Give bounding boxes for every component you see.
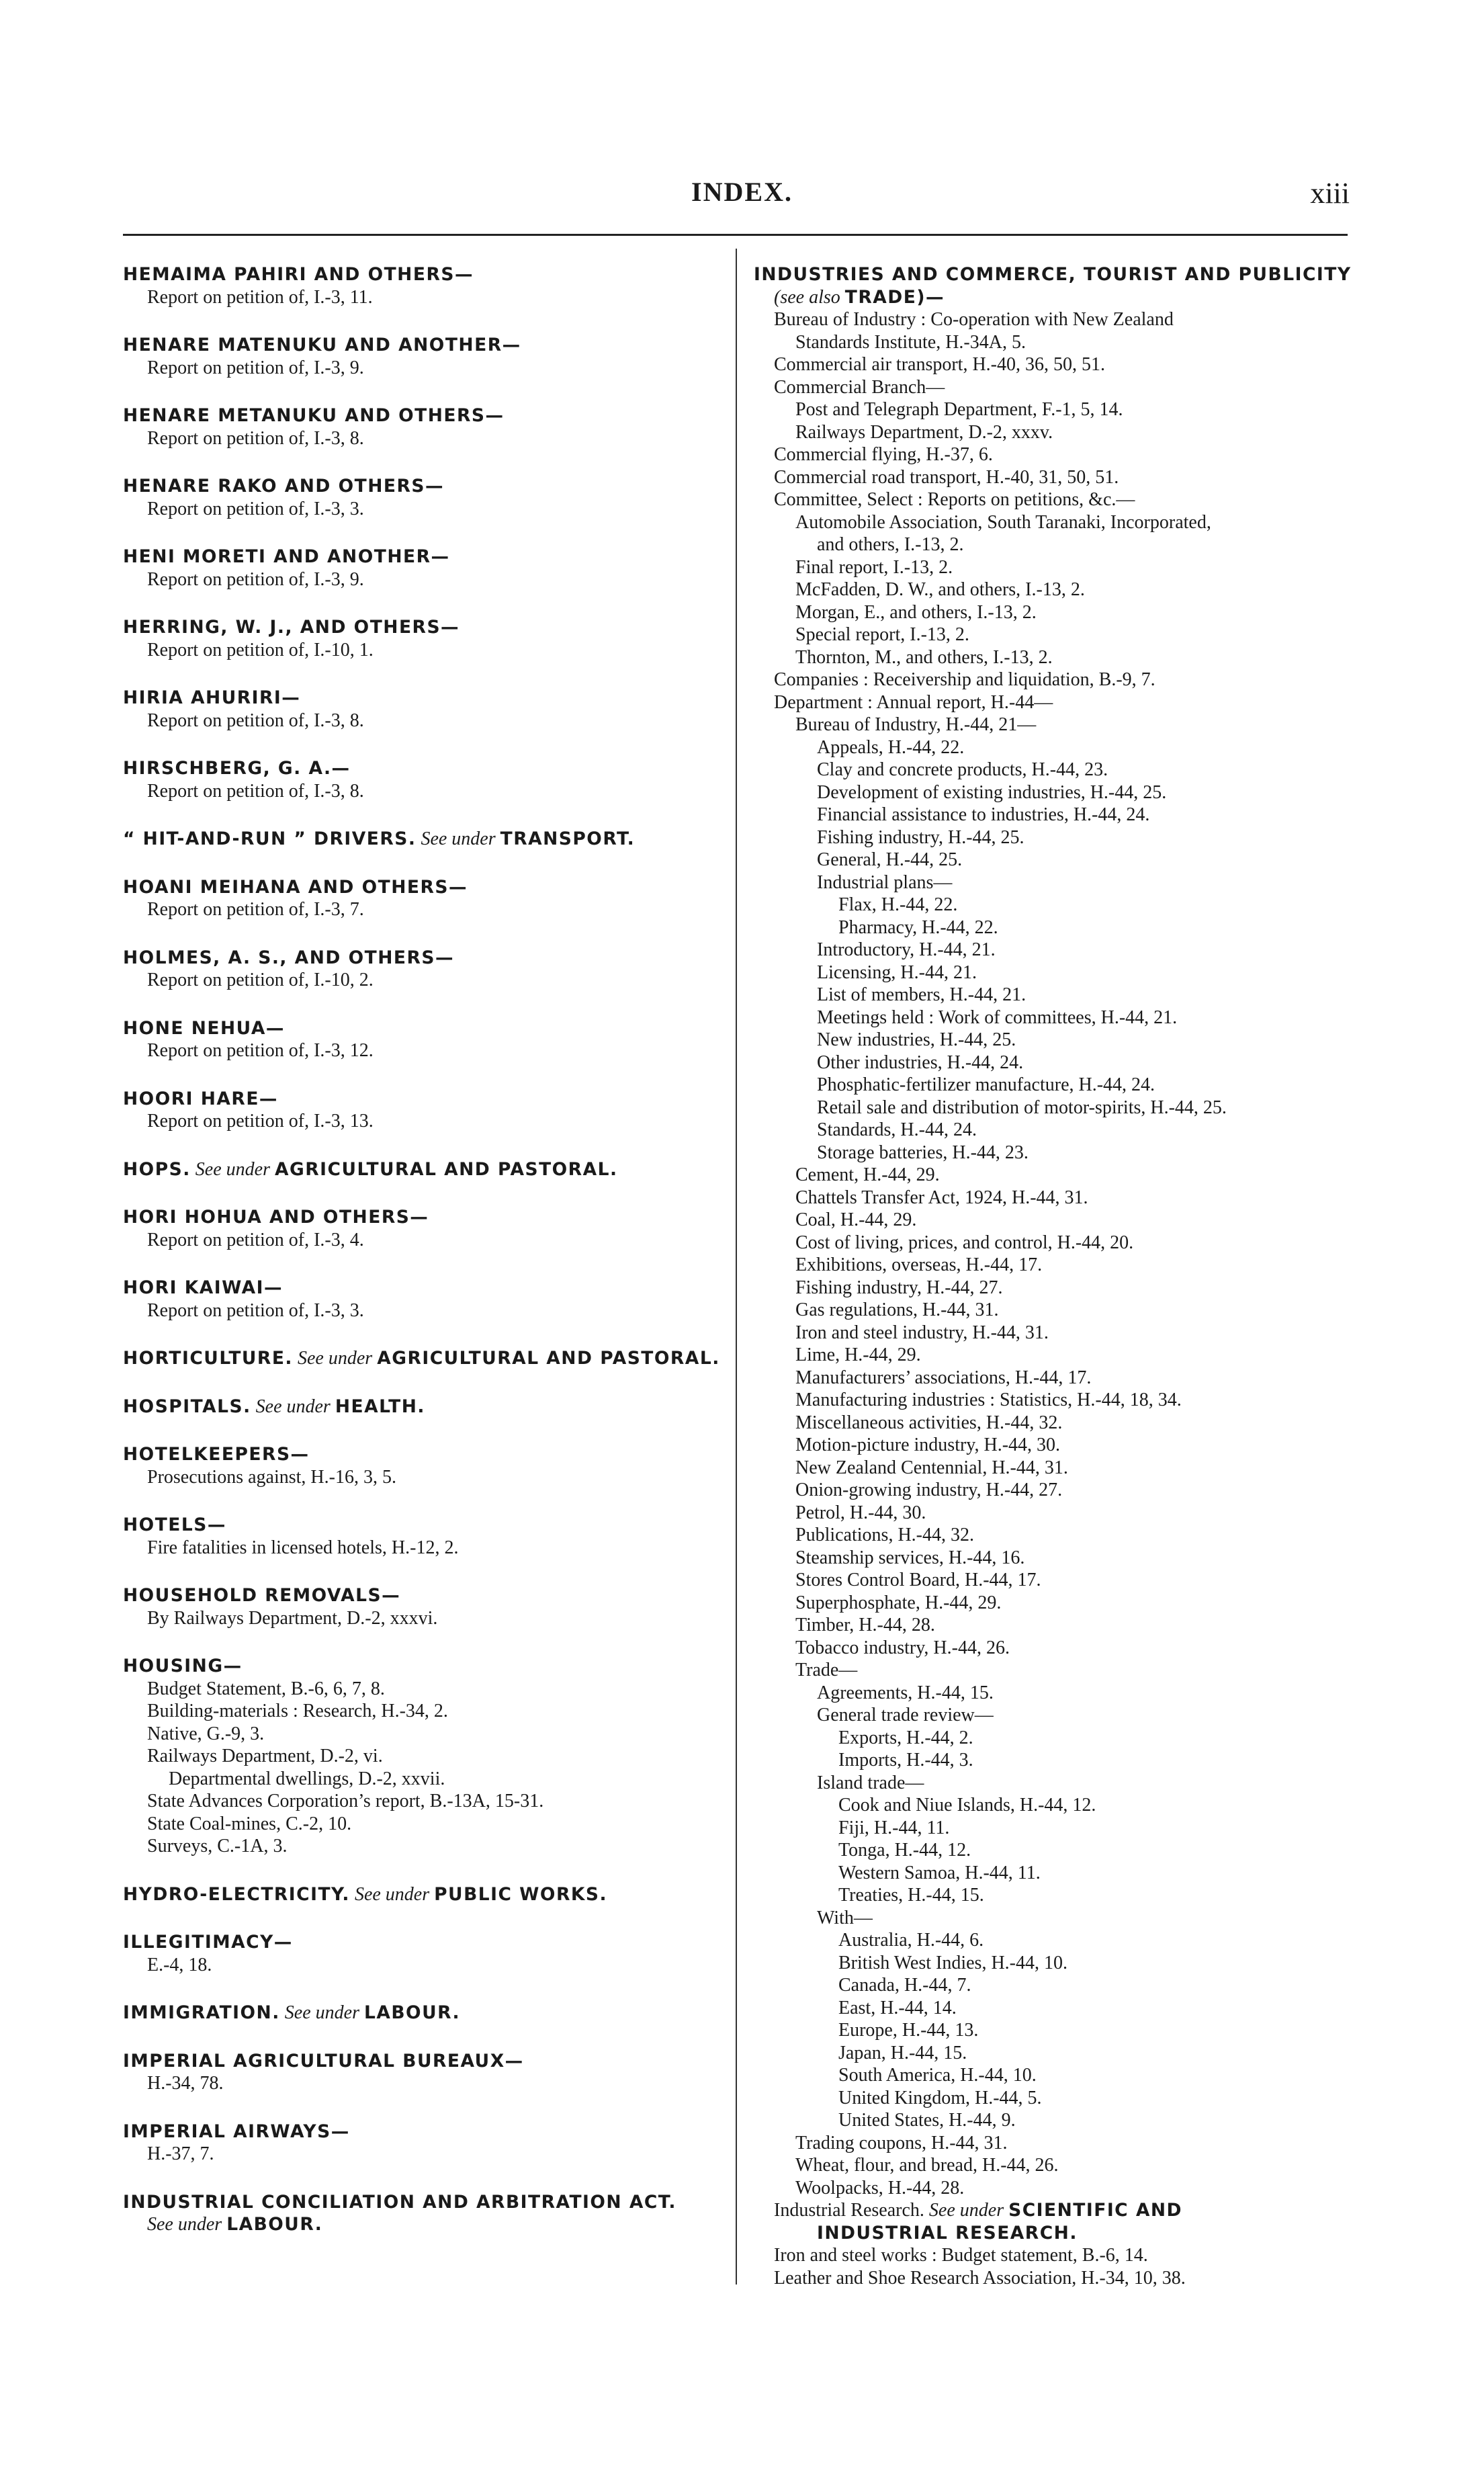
- index-entry: [123, 1883, 721, 1906]
- index-entry: [123, 1277, 721, 1322]
- industrial-research-entry: [754, 2199, 1355, 2222]
- entry-sub: With—: [817, 1907, 873, 1928]
- entry-sub: Financial assistance to industries, H.-44, 24.: [817, 804, 1150, 825]
- header-rule: [123, 234, 1348, 236]
- entry-sub: E.-4, 18.: [147, 1954, 212, 1975]
- see-under: See under: [354, 1883, 430, 1905]
- entry-sub: Iron and steel industry, H.-44, 31.: [795, 1322, 1049, 1343]
- entry-sub: General trade review—: [817, 1705, 994, 1725]
- index-entry: [123, 1206, 721, 1251]
- entry-sub: Coal, H.-44, 29.: [795, 1209, 917, 1230]
- entry-sub: Fishing industry, H.-44, 25.: [817, 826, 1024, 848]
- index-entry: [123, 2050, 721, 2095]
- entry-sub: Steamship services, H.-44, 16.: [795, 1547, 1025, 1568]
- entry-sub: Agreements, H.-44, 15.: [817, 1682, 994, 1703]
- entry-heading: HOTELKEEPERS—: [123, 1444, 310, 1465]
- entry-sub: Petrol, H.-44, 30.: [795, 1502, 926, 1523]
- entry-heading: HYDRO-ELECTRICITY.: [123, 1883, 350, 1905]
- index-entry: [123, 947, 721, 992]
- cross-reference: SCIENTIFIC AND: [1008, 2200, 1183, 2221]
- entry-sub: United States, H.-44, 9.: [838, 2110, 1016, 2131]
- index-entry: [123, 757, 721, 802]
- entry-sub: Report on petition of, I.-3, 3.: [147, 1299, 364, 1321]
- entry-sub: Thornton, M., and others, I.-13, 2.: [795, 646, 1053, 668]
- index-entry: [123, 1584, 721, 1629]
- entry-heading: HEMAIMA PAHIRI AND OTHERS—: [123, 264, 474, 285]
- entry-heading: HENARE METANUKU AND OTHERS—: [123, 405, 505, 426]
- cross-reference: PUBLIC WORKS.: [434, 1883, 608, 1905]
- entry-sub: Manufacturing industries : Statistics, H.-44, 18, 34.: [795, 1390, 1182, 1410]
- entry-sub: Japan, H.-44, 15.: [838, 2042, 967, 2063]
- entry-sub: State Advances Corporation’s report, B.-13A, 15-31.: [147, 1791, 544, 1811]
- entry-heading: HOUSEHOLD REMOVALS—: [123, 1585, 401, 1606]
- index-entry: [123, 2121, 721, 2166]
- cross-reference: LABOUR.: [363, 2002, 461, 2023]
- index-entry: [123, 1443, 721, 1488]
- entry-sub: Western Samoa, H.-44, 11.: [838, 1862, 1041, 1883]
- entry-sub: McFadden, D. W., and others, I.-13, 2.: [795, 579, 1085, 600]
- entry-sub: Imports, H.-44, 3.: [838, 1750, 973, 1770]
- entry-sub: South America, H.-44, 10.: [838, 2065, 1037, 2086]
- entry-heading: HIRSCHBERG, G. A.—: [123, 758, 351, 779]
- entry-sub: Trading coupons, H.-44, 31.: [795, 2132, 1008, 2153]
- entry-sub: Morgan, E., and others, I.-13, 2.: [795, 601, 1037, 623]
- entry-sub: Report on petition of, I.-3, 9.: [147, 568, 364, 590]
- entry-sub: H.-37, 7.: [147, 2143, 214, 2164]
- entry-sub: Gas regulations, H.-44, 31.: [795, 1299, 999, 1320]
- index-entry: [123, 1655, 721, 1858]
- entry-sub: Clay and concrete products, H.-44, 23.: [817, 759, 1108, 780]
- entry-sub: Meetings held : Work of committees, H.-44, 21.: [817, 1007, 1178, 1028]
- entry-sub: Australia, H.-44, 6.: [838, 1930, 984, 1951]
- entry-sub: and others, I.-13, 2.: [817, 534, 964, 555]
- entry-sub: Exports, H.-44, 2.: [838, 1727, 973, 1748]
- see-under: See under: [928, 2200, 1004, 2221]
- index-entry: [123, 334, 721, 379]
- cross-reference: TRANSPORT.: [500, 828, 636, 849]
- entry-sub: Automobile Association, South Taranaki, Incorporated,: [795, 511, 1211, 533]
- see-under: See under: [421, 828, 496, 849]
- entry-sub: Motion-picture industry, H.-44, 30.: [795, 1435, 1061, 1455]
- entry-sub: Prosecutions against, H.-16, 3, 5.: [147, 1466, 396, 1488]
- running-title: INDEX.: [691, 177, 793, 207]
- entry-sub: Stores Control Board, H.-44, 17.: [795, 1570, 1041, 1590]
- entry-heading: HOUSING—: [123, 1656, 243, 1676]
- entry-sub: Fiji, H.-44, 11.: [838, 1817, 950, 1838]
- entry-sub: Canada, H.-44, 7.: [838, 1975, 971, 1996]
- entry-sub: Bureau of Industry : Co-operation with New Zealand: [774, 309, 1174, 330]
- entry-sub: Europe, H.-44, 13.: [838, 2020, 979, 2041]
- entry-heading: HONE NEHUA—: [123, 1017, 285, 1039]
- entry-sub: General, H.-44, 25.: [817, 849, 963, 870]
- entry-heading: HERRING, W. J., AND OTHERS—: [123, 617, 460, 638]
- cross-reference: LABOUR.: [226, 2214, 323, 2235]
- entry-sub: Special report, I.-13, 2.: [795, 624, 969, 645]
- entry-sub: Railways Department, D.-2, vi.: [147, 1746, 383, 1766]
- entry-sub: By Railways Department, D.-2, xxxvi.: [147, 1607, 438, 1629]
- entry-sub: Introductory, H.-44, 21.: [817, 939, 996, 960]
- entry-heading: IMMIGRATION.: [123, 2002, 280, 2023]
- entry-sub: Licensing, H.-44, 21.: [817, 962, 977, 983]
- entry-sub: Other industries, H.-44, 24.: [817, 1052, 1024, 1073]
- entry-sub-list: [754, 308, 1355, 2199]
- entry-sub: New industries, H.-44, 25.: [817, 1029, 1016, 1050]
- entry-sub: Bureau of Industry, H.-44, 21—: [795, 714, 1037, 735]
- entry-sub: Commercial Branch—: [774, 376, 945, 398]
- cross-reference: TRADE)—: [844, 286, 945, 308]
- entry-sub: Railways Department, D.-2, xxxv.: [795, 421, 1053, 443]
- entry-sub: Storage batteries, H.-44, 23.: [817, 1142, 1029, 1163]
- cross-reference: AGRICULTURAL AND PASTORAL.: [274, 1158, 618, 1180]
- entry-sub: Report on petition of, I.-3, 13.: [147, 1111, 374, 1132]
- entry-sub: Treaties, H.-44, 15.: [838, 1885, 984, 1906]
- index-entry: [123, 616, 721, 661]
- entry-heading: HENARE RAKO AND OTHERS—: [123, 476, 444, 497]
- entry-sub: Surveys, C.-1A, 3.: [147, 1836, 288, 1856]
- index-entry: [123, 1514, 721, 1559]
- entry-sub: Retail sale and distribution of motor-spirits, H.-44, 25.: [817, 1097, 1227, 1118]
- entry-sub: Fire fatalities in licensed hotels, H.-12, 2.: [147, 1537, 459, 1558]
- entry-sub: Budget Statement, B.-6, 6, 7, 8.: [147, 1678, 385, 1699]
- entry-sub: Report on petition of, I.-3, 8.: [147, 427, 364, 449]
- entry-sub: Fishing industry, H.-44, 27.: [795, 1277, 1003, 1298]
- entry-heading: HENI MORETI AND ANOTHER—: [123, 546, 450, 567]
- index-entry: [123, 263, 721, 308]
- index-entry: [123, 1017, 721, 1062]
- entry-sub: Publications, H.-44, 32.: [795, 1525, 974, 1545]
- entry-sub: Cement, H.-44, 29.: [795, 1164, 940, 1185]
- entry-sub: Chattels Transfer Act, 1924, H.-44, 31.: [795, 1187, 1088, 1208]
- entry-sub: Tonga, H.-44, 12.: [838, 1840, 971, 1861]
- entry-sub: Report on petition of, I.-3, 9.: [147, 357, 364, 378]
- entry-sub: Companies : Receivership and liquidation, B.-9, 7.: [774, 669, 1155, 690]
- entry-sub: Commercial air transport, H.-40, 36, 50, 51.: [774, 354, 1106, 375]
- entry-sub: Trade—: [795, 1660, 858, 1680]
- column-divider: [736, 249, 737, 2285]
- entry-heading: INDUSTRIAL CONCILIATION AND ARBITRATION ACT.: [123, 2191, 676, 2213]
- index-entry: [123, 1088, 721, 1133]
- entry-sub: Report on petition of, I.-3, 7.: [147, 899, 364, 920]
- entry-sub: Report on petition of, I.-3, 3.: [147, 498, 364, 519]
- entry-sub: Report on petition of, I.-10, 2.: [147, 970, 374, 990]
- entry-sub: Pharmacy, H.-44, 22.: [838, 916, 998, 938]
- index-entry: [123, 1931, 721, 1976]
- index-entry: [123, 2002, 721, 2024]
- entry-heading: ILLEGITIMACY—: [123, 1932, 293, 1953]
- entry-heading: HOORI HARE—: [123, 1088, 278, 1109]
- entry-heading: HORI HOHUA AND OTHERS—: [123, 1207, 429, 1228]
- index-entry: [123, 2191, 721, 2236]
- entry-sub: Flax, H.-44, 22.: [838, 894, 958, 915]
- cross-reference: HEALTH.: [335, 1396, 425, 1417]
- see-under: See under: [195, 1158, 270, 1180]
- entry-sub: Woolpacks, H.-44, 28.: [795, 2177, 965, 2198]
- entry-sub: Standards Institute, H.-34A, 5.: [795, 331, 1026, 353]
- index-entry: [123, 1158, 721, 1181]
- entry-heading: HORI KAIWAI—: [123, 1277, 283, 1298]
- cross-reference: AGRICULTURAL AND PASTORAL.: [377, 1348, 720, 1369]
- see-also-label: (see also: [774, 286, 840, 308]
- entry-heading: HOSPITALS.: [123, 1396, 251, 1417]
- entry-heading: HOPS.: [123, 1158, 191, 1180]
- entry-sub: Island trade—: [817, 1772, 924, 1793]
- entry-heading: INDUSTRIES AND COMMERCE, TOURIST AND PUBLICITY: [754, 264, 1352, 285]
- entry-sub: Industrial plans—: [817, 871, 953, 893]
- entry-sub: Committee, Select : Reports on petitions, &c.—: [774, 489, 1135, 510]
- index-entry: [123, 546, 721, 591]
- entry-sub: Report on petition of, I.-3, 4.: [147, 1229, 364, 1250]
- entry-sub: Iron and steel works : Budget statement, B.-6, 14.: [774, 2245, 1148, 2266]
- entry-sub: Superphosphate, H.-44, 29.: [795, 1592, 1002, 1613]
- cross-reference: INDUSTRIAL RESEARCH.: [817, 2222, 1078, 2244]
- entry-heading: HIRIA AHURIRI—: [123, 687, 301, 708]
- entry-sub: Cook and Niue Islands, H.-44, 12.: [838, 1795, 1096, 1816]
- index-entry: [123, 828, 721, 851]
- entry-sub: New Zealand Centennial, H.-44, 31.: [795, 1457, 1068, 1478]
- entry-sub: Wheat, flour, and bread, H.-44, 26.: [795, 2155, 1059, 2176]
- entry-sub: Final report, I.-13, 2.: [795, 556, 953, 578]
- index-entry: [123, 687, 721, 732]
- index-entry: [123, 876, 721, 921]
- entry-sub: British West Indies, H.-44, 10.: [838, 1952, 1067, 1973]
- entry-sub: Standards, H.-44, 24.: [817, 1119, 977, 1140]
- entry-sub: H.-34, 78.: [147, 2073, 224, 2094]
- entry-heading: “ HIT-AND-RUN ” DRIVERS.: [123, 828, 417, 849]
- entry-heading: IMPERIAL AIRWAYS—: [123, 2121, 350, 2142]
- entry-sub: Report on petition of, I.-3, 12.: [147, 1040, 374, 1061]
- entry-heading: HOLMES, A. S., AND OTHERS—: [123, 947, 454, 968]
- entry-sub: Miscellaneous activities, H.-44, 32.: [795, 1412, 1063, 1433]
- entry-sub: Departmental dwellings, D.-2, xxvii.: [169, 1768, 445, 1789]
- entry-sub: Cost of living, prices, and control, H.-44, 20.: [795, 1232, 1134, 1253]
- index-entry: [123, 475, 721, 520]
- entry-sub: List of members, H.-44, 21.: [817, 984, 1027, 1005]
- entry-heading: HENARE MATENUKU AND ANOTHER—: [123, 335, 521, 355]
- entry-sub: Building-materials : Research, H.-34, 2.: [147, 1701, 448, 1721]
- index-entry: [123, 1347, 721, 1370]
- entry-sub: Commercial flying, H.-37, 6.: [774, 444, 993, 465]
- index-entry: [123, 1396, 721, 1418]
- page-number: xiii: [1310, 177, 1350, 210]
- entry-sub: Leather and Shoe Research Association, H.-34, 10, 38.: [774, 2267, 1186, 2289]
- entry-sub: Onion-growing industry, H.-44, 27.: [795, 1480, 1063, 1500]
- entry-sub: Timber, H.-44, 28.: [795, 1615, 935, 1635]
- entry-sub: Industrial Research.: [774, 2200, 924, 2221]
- entry-sub: United Kingdom, H.-44, 5.: [838, 2087, 1042, 2108]
- entry-sub: East, H.-44, 14.: [838, 1997, 957, 2018]
- entry-sub: Development of existing industries, H.-44, 25.: [817, 781, 1167, 803]
- entry-sub: Department : Annual report, H.-44—: [774, 691, 1053, 713]
- entry-sub: Exhibitions, overseas, H.-44, 17.: [795, 1254, 1043, 1275]
- see-also: [754, 286, 1355, 309]
- see-under: See under: [147, 2214, 222, 2235]
- entry-sub: Post and Telegraph Department, F.-1, 5, 14.: [795, 399, 1123, 420]
- page-header: [0, 176, 1484, 216]
- entry-sub: Commercial road transport, H.-40, 31, 50, 51.: [774, 466, 1119, 488]
- entry-sub: Manufacturers’ associations, H.-44, 17.: [795, 1367, 1092, 1388]
- entry-heading: HOTELS—: [123, 1514, 226, 1535]
- entry-sub: Report on petition of, I.-10, 1.: [147, 639, 374, 660]
- entry-sub: Report on petition of, I.-3, 8.: [147, 780, 364, 802]
- right-column: [754, 263, 1355, 2289]
- left-column: [123, 263, 721, 2262]
- see-under: See under: [284, 2002, 359, 2023]
- see-under: See under: [255, 1396, 331, 1417]
- entry-sub: Report on petition of, I.-3, 8.: [147, 710, 364, 731]
- entry-sub: Lime, H.-44, 29.: [795, 1344, 921, 1365]
- entry-sub: Appeals, H.-44, 22.: [817, 736, 965, 758]
- see-under: See under: [298, 1348, 373, 1369]
- entry-sub: State Coal-mines, C.-2, 10.: [147, 1813, 352, 1834]
- entry-heading: HOANI MEIHANA AND OTHERS—: [123, 876, 468, 898]
- entry-heading: IMPERIAL AGRICULTURAL BUREAUX—: [123, 2050, 524, 2072]
- entry-heading: HORTICULTURE.: [123, 1348, 293, 1369]
- entry-sub: Report on petition of, I.-3, 11.: [147, 286, 373, 308]
- entry-sub: Native, G.-9, 3.: [147, 1723, 265, 1744]
- entry-sub: Phosphatic-fertilizer manufacture, H.-44, 24.: [817, 1074, 1155, 1095]
- entry-sub: Tobacco industry, H.-44, 26.: [795, 1637, 1010, 1658]
- index-entry: [123, 404, 721, 450]
